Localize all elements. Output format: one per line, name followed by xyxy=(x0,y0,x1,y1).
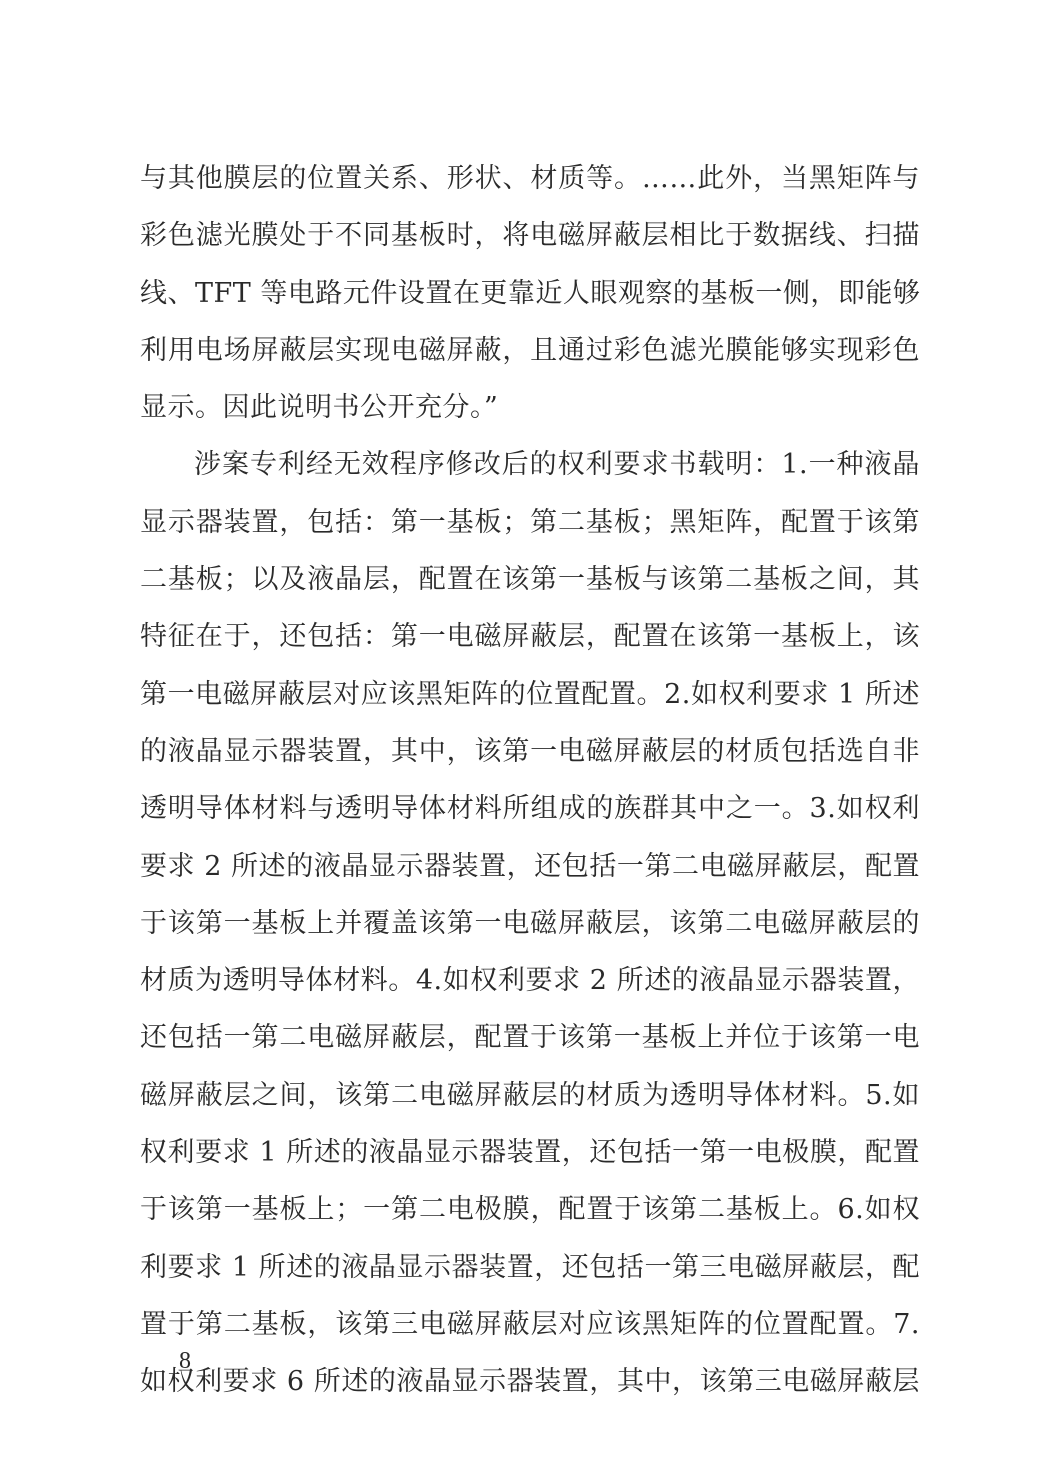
body-text xyxy=(140,150,920,1411)
text-line: 的液晶显示器装置，其中，该第一电磁屏蔽层的材质包括选自非 xyxy=(140,735,920,767)
text-line: 特征在于，还包括：第一电磁屏蔽层，配置在该第一基板上，该 xyxy=(140,621,920,653)
text-line: 于该第一基板上；一第二电极膜，配置于该第二基板上。6.如权 xyxy=(140,1194,920,1226)
text-line: 二基板；以及液晶层，配置在该第一基板与该第二基板之间，其 xyxy=(140,564,920,596)
text-line: 如权利要求 6 所述的液晶显示器装置，其中，该第三电磁屏蔽层 xyxy=(140,1366,920,1398)
text-line: 与其他膜层的位置关系、形状、材质等。……此外，当黑矩阵与 xyxy=(140,163,920,194)
text-line: 要求 2 所述的液晶显示器装置，还包括一第二电磁屏蔽层，配置 xyxy=(140,850,920,882)
text-line: 权利要求 1 所述的液晶显示器装置，还包括一第一电极膜，配置 xyxy=(140,1137,920,1169)
text-line: 显示。因此说明书公开充分。” xyxy=(140,392,499,424)
text-line: 第一电磁屏蔽层对应该黑矩阵的位置配置。2.如权利要求 1 所述 xyxy=(140,678,920,710)
text-line: 磁屏蔽层之间，该第二电磁屏蔽层的材质为透明导体材料。5.如 xyxy=(140,1079,920,1111)
text-line: 置于第二基板，该第三电磁屏蔽层对应该黑矩阵的位置配置。7. xyxy=(140,1308,920,1340)
text-line: 涉案专利经无效程序修改后的权利要求书载明：1.一种液晶 xyxy=(194,449,920,481)
text-line: 透明导体材料与透明导体材料所组成的族群其中之一。3.如权利 xyxy=(140,793,920,825)
text-line: 材质为透明导体材料。4.如权利要求 2 所述的液晶显示器装置， xyxy=(140,965,920,997)
text-line: 线、TFT 等电路元件设置在更靠近人眼观察的基板一侧，即能够 xyxy=(140,277,921,309)
text-line: 于该第一基板上并覆盖该第一电磁屏蔽层，该第二电磁屏蔽层的 xyxy=(140,907,920,939)
text-line: 利用电场屏蔽层实现电磁屏蔽，且通过彩色滤光膜能够实现彩色 xyxy=(140,334,920,366)
page-number: 8 xyxy=(179,1348,191,1374)
text-line: 显示器装置，包括：第一基板；第二基板；黑矩阵，配置于该第 xyxy=(140,506,920,538)
text-line: 利要求 1 所述的液晶显示器装置，还包括一第三电磁屏蔽层，配 xyxy=(140,1251,920,1283)
text-line: 还包括一第二电磁屏蔽层，配置于该第一基板上并位于该第一电 xyxy=(140,1022,920,1054)
text-line: 彩色滤光膜处于不同基板时，将电磁屏蔽层相比于数据线、扫描 xyxy=(140,220,920,252)
